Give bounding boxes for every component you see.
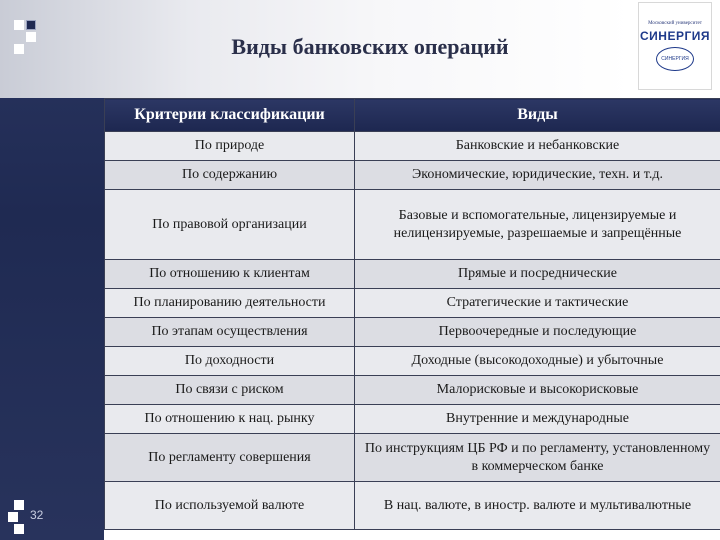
logo-seal-text: СИНЕРГИЯ bbox=[661, 56, 689, 62]
decor-square-icon bbox=[26, 32, 36, 42]
criterion-cell: По планированию деятельности bbox=[105, 289, 355, 318]
slide-title: Виды банковских операций bbox=[231, 34, 509, 59]
operations-table bbox=[104, 98, 720, 530]
header-criteria: Критерии классификации bbox=[105, 99, 355, 132]
table-row bbox=[105, 405, 720, 434]
table-row bbox=[105, 482, 720, 530]
table-row bbox=[105, 132, 720, 161]
criterion-cell: По отношению к нац. рынку bbox=[105, 405, 355, 434]
sinergia-logo bbox=[638, 2, 712, 90]
criterion-cell: По доходности bbox=[105, 347, 355, 376]
types-cell: Первоочередные и последующие bbox=[355, 318, 720, 347]
table-row bbox=[105, 376, 720, 405]
table-header-row bbox=[105, 99, 720, 132]
header-types: Виды bbox=[355, 99, 720, 132]
types-cell: По инструкциям ЦБ РФ и по регламенту, установленному в коммерческом банке bbox=[355, 434, 720, 482]
decor-square-icon bbox=[14, 500, 24, 510]
types-cell: Экономические, юридические, техн. и т.д. bbox=[355, 161, 720, 190]
slide-number: 32 bbox=[30, 508, 44, 522]
types-cell: Внутренние и международные bbox=[355, 405, 720, 434]
logo-seal-icon bbox=[656, 47, 694, 71]
table-row bbox=[105, 347, 720, 376]
types-cell: Малорисковые и высокорисковые bbox=[355, 376, 720, 405]
table-row bbox=[105, 289, 720, 318]
logo-top-text: Московский университет bbox=[648, 21, 702, 26]
criterion-cell: По содержанию bbox=[105, 161, 355, 190]
types-cell: Банковские и небанковские bbox=[355, 132, 720, 161]
table-row bbox=[105, 161, 720, 190]
types-cell: В нац. валюте, в иностр. валюте и мультивалютные bbox=[355, 482, 720, 530]
decor-square-icon bbox=[14, 524, 24, 534]
criterion-cell: По этапам осуществления bbox=[105, 318, 355, 347]
criterion-cell: По используемой валюте bbox=[105, 482, 355, 530]
criterion-cell: По природе bbox=[105, 132, 355, 161]
criterion-cell: По правовой организации bbox=[105, 190, 355, 260]
decor-square-icon bbox=[8, 512, 18, 522]
table-row bbox=[105, 260, 720, 289]
logo-main-text: СИНЕРГИЯ bbox=[639, 29, 711, 43]
decor-square-icon bbox=[14, 44, 24, 54]
criterion-cell: По отношению к клиентам bbox=[105, 260, 355, 289]
types-cell: Базовые и вспомогательные, лицензируемые и нелицензируемые, разрешаемые и запрещённые bbox=[355, 190, 720, 260]
table-row bbox=[105, 434, 720, 482]
types-cell: Прямые и посреднические bbox=[355, 260, 720, 289]
types-cell: Доходные (высокодоходные) и убыточные bbox=[355, 347, 720, 376]
table-row bbox=[105, 190, 720, 260]
table-row bbox=[105, 318, 720, 347]
types-cell: Стратегические и тактические bbox=[355, 289, 720, 318]
decor-square-icon bbox=[14, 20, 24, 30]
decor-square-icon bbox=[26, 20, 36, 30]
criterion-cell: По связи с риском bbox=[105, 376, 355, 405]
criterion-cell: По регламенту совершения bbox=[105, 434, 355, 482]
